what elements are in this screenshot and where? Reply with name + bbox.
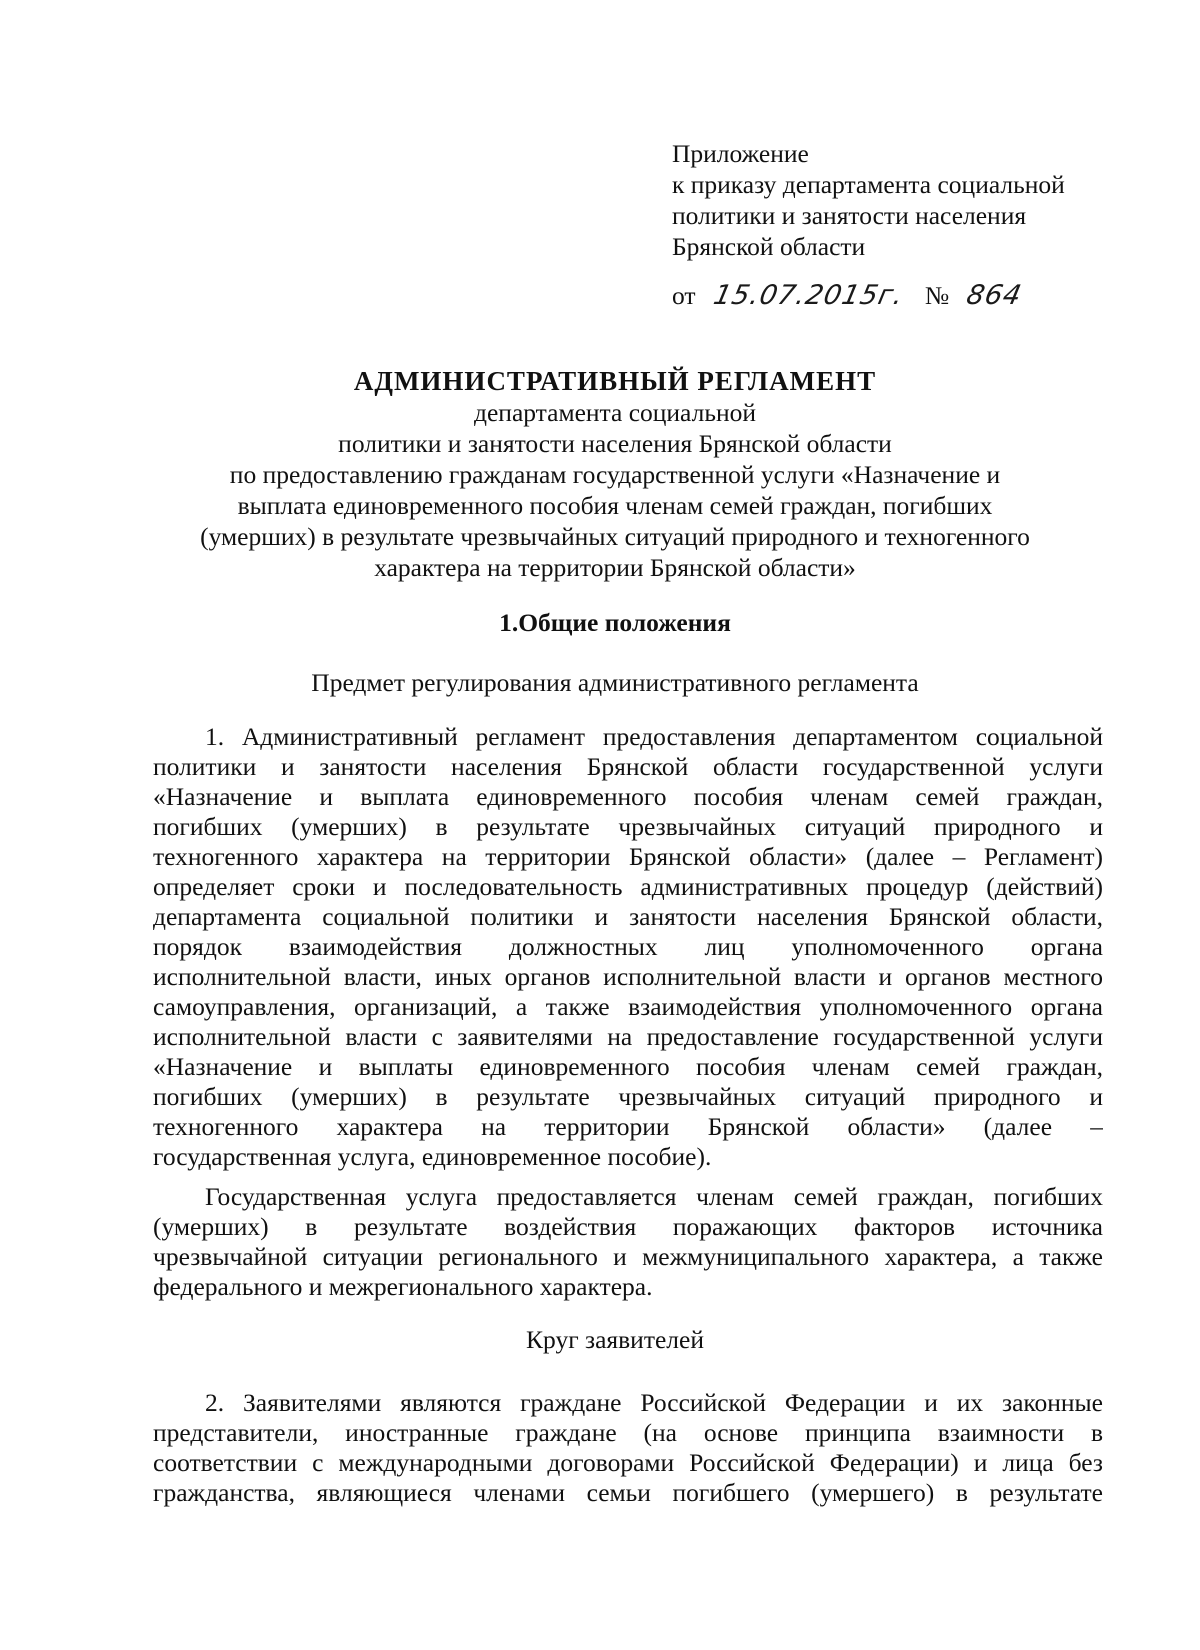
paragraph-line: определяет сроки и последовательность административных процедур (действий) xyxy=(153,872,1103,901)
subtitle-line: характера на территории Брянской области» xyxy=(374,553,856,582)
paragraph-line: соответствии с международными договорами Российской Федерации) и лица без xyxy=(153,1448,1103,1477)
paragraph-line: федерального и межрегионального характера. xyxy=(153,1272,653,1301)
appendix-line: политики и занятости населения xyxy=(672,201,1027,230)
paragraph-line: порядок взаимодействия должностных лиц уполномоченного органа xyxy=(153,932,1103,961)
paragraph-line: представители, иностранные граждане (на основе принципа взаимности в xyxy=(153,1418,1103,1447)
order-date-number xyxy=(672,280,1026,311)
subtitle-line: департамента социальной xyxy=(474,398,756,427)
paragraph-line: «Назначение и выплаты единовременного пособия членам семей граждан, xyxy=(153,1052,1103,1081)
paragraph-line: техногенного характера на территории Брянской области» (далее – xyxy=(153,1112,1103,1141)
paragraph-line: погибших (умерших) в результате чрезвычайных ситуаций природного и xyxy=(153,812,1103,841)
handwritten-number: 864 xyxy=(963,280,1026,311)
paragraph-line: «Назначение и выплата единовременного пособия членам семей граждан, xyxy=(153,782,1103,811)
paragraph-1 xyxy=(153,722,1103,1172)
from-label: от xyxy=(672,281,696,310)
appendix-line: Брянской области xyxy=(672,232,866,261)
subsection-heading: Предмет регулирования административного регламента xyxy=(311,668,919,697)
document-subtitle xyxy=(150,397,1080,583)
paragraph-2 xyxy=(153,1182,1103,1302)
paragraph-line: гражданства, являющиеся членами семьи погибшего (умершего) в результате xyxy=(153,1478,1103,1507)
document-title: АДМИНИСТРАТИВНЫЙ РЕГЛАМЕНТ xyxy=(353,366,877,396)
paragraph-line: 2. Заявителями являются граждане Российской Федерации и их законные xyxy=(205,1388,1103,1417)
paragraph-line: Государственная услуга предоставляется членам семей граждан, погибших xyxy=(205,1182,1103,1211)
number-label: № xyxy=(924,281,950,310)
paragraph-line: исполнительной власти с заявителями на предоставление государственной услуги xyxy=(153,1022,1103,1051)
appendix-line: Приложение xyxy=(672,139,809,168)
subsection-heading: Круг заявителей xyxy=(526,1325,704,1354)
paragraph-line: погибших (умерших) в результате чрезвычайных ситуаций природного и xyxy=(153,1082,1103,1111)
appendix-block xyxy=(672,138,1065,262)
paragraph-line: 1. Административный регламент предоставления департаментом социальной xyxy=(205,722,1103,751)
paragraph-line: техногенного характера на территории Брянской области» (далее – Регламент) xyxy=(153,842,1103,871)
paragraph-3 xyxy=(153,1388,1103,1508)
paragraph-line: (умерших) в результате воздействия поражающих факторов источника xyxy=(153,1212,1103,1241)
subtitle-line: выплата единовременного пособия членам семей граждан, погибших xyxy=(237,491,993,520)
paragraph-line: самоуправления, организаций, а также взаимодействия уполномоченного органа xyxy=(153,992,1103,1021)
section-heading: 1.Общие положения xyxy=(499,608,731,637)
subtitle-line: политики и занятости населения Брянской области xyxy=(338,429,892,458)
handwritten-date: 15.07.2015г. xyxy=(710,280,907,311)
paragraph-line: исполнительной власти, иных органов исполнительной власти и органов местного xyxy=(153,962,1103,991)
paragraph-line: государственная услуга, единовременное пособие). xyxy=(153,1142,712,1171)
subtitle-line: по предоставлению гражданам государственной услуги «Назначение и xyxy=(229,460,1001,489)
paragraph-line: чрезвычайной ситуации регионального и межмуниципального характера, а также xyxy=(153,1242,1103,1271)
paragraph-line: политики и занятости населения Брянской области государственной услуги xyxy=(153,752,1103,781)
document-title-block xyxy=(150,365,1080,583)
subtitle-line: (умерших) в результате чрезвычайных ситуаций природного и техногенного xyxy=(200,522,1030,551)
paragraph-line: департамента социальной политики и занятости населения Брянской области, xyxy=(153,902,1103,931)
appendix-line: к приказу департамента социальной xyxy=(672,170,1065,199)
